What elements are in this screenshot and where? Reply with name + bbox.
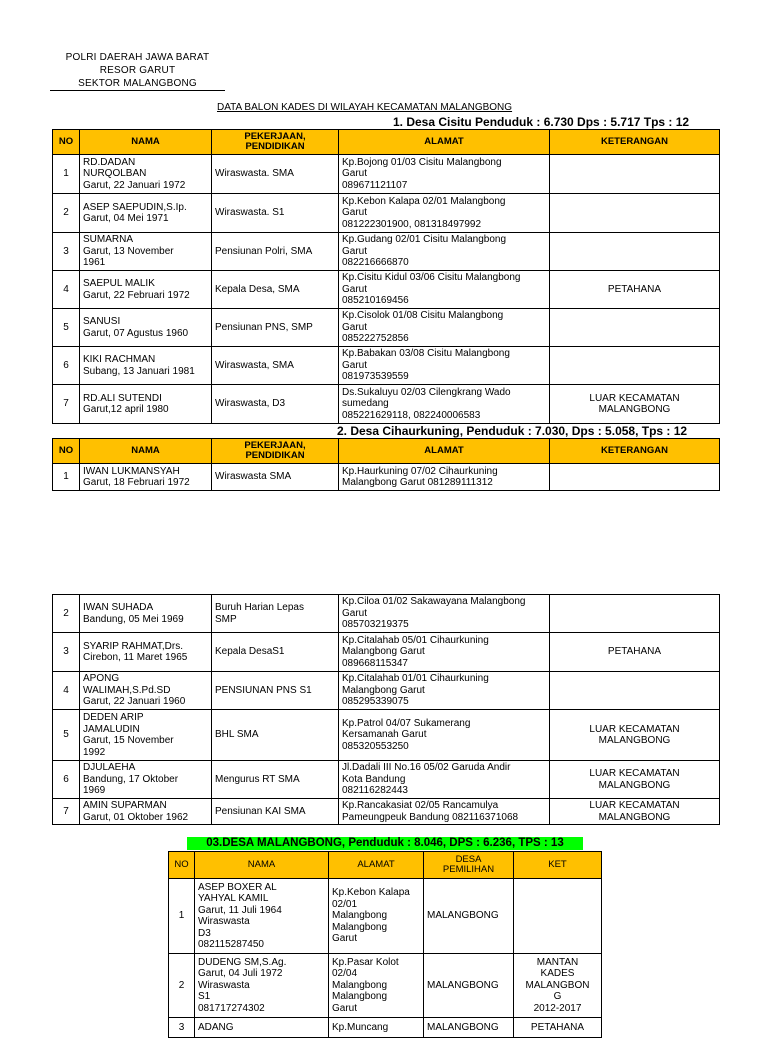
cell-desa-pemilihan: MALANGBONG [424, 879, 514, 954]
table-row [53, 347, 720, 385]
cell-keterangan: LUAR KECAMATAN MALANGBONG [550, 385, 720, 424]
cell-ket: MANTAN KADES MALANGBON G 2012-2017 [514, 954, 602, 1018]
table-row [53, 761, 720, 799]
col-header-alamat: ALAMAT [329, 852, 424, 879]
cell-alamat: Kp.Kebon Kalapa 02/01 Malangbong Garut 081222301900, 081318497992 [339, 194, 550, 233]
cell-alamat: Kp.Rancakasiat 02/05 Rancamulya Pameungpeuk Bandung 082116371068 [339, 799, 550, 825]
cell-keterangan [550, 309, 720, 347]
cell-no: 3 [53, 633, 80, 672]
cell-keterangan: LUAR KECAMATAN MALANGBONG [550, 761, 720, 799]
table-row [53, 799, 720, 825]
table-row [53, 155, 720, 194]
cell-alamat: Kp.Cisitu Kidul 03/06 Cisitu Malangbong Garut 085210169456 [339, 271, 550, 309]
cell-desa-pemilihan: MALANGBONG [424, 954, 514, 1018]
cell-alamat: Ds.Sukaluyu 02/03 Cilengkrang Wado sumedang 085221629118, 082240006583 [339, 385, 550, 424]
cell-nama: AMIN SUPARMAN Garut, 01 Oktober 1962 [80, 799, 212, 825]
section3-table [168, 851, 602, 1038]
cell-keterangan [550, 155, 720, 194]
cell-nama: ASEP BOXER AL YAHYAL KAMIL Garut, 11 Juli 1964 Wiraswasta D3 082115287450 [195, 879, 329, 954]
cell-alamat: Kp.Muncang [329, 1018, 424, 1038]
cell-no: 3 [169, 1018, 195, 1038]
cell-alamat: Kp.Haurkuning 07/02 Cihaurkuning Malangbong Garut 081289111312 [339, 464, 550, 491]
table-row [53, 233, 720, 271]
cell-pekerjaan: BHL SMA [212, 710, 339, 761]
cell-nama: SUMARNA Garut, 13 November 1961 [80, 233, 212, 271]
col-header-pekerjaan: PEKERJAAN, PENDIDIKAN [212, 439, 339, 464]
table-row [53, 464, 720, 491]
cell-keterangan: LUAR KECAMATAN MALANGBONG [550, 710, 720, 761]
cell-no: 5 [53, 710, 80, 761]
col-header-desa-pemilihan: DESA PEMILIHAN [424, 852, 514, 879]
cell-pekerjaan: Wiraswasta, D3 [212, 385, 339, 424]
cell-alamat: Kp.Ciloa 01/02 Sakawayana Malangbong Garut 085703219375 [339, 595, 550, 633]
section1-header-row [53, 130, 720, 155]
cell-no: 1 [169, 879, 195, 954]
cell-alamat: Kp.Citalahab 05/01 Cihaurkuning Malangbong Garut 089668115347 [339, 633, 550, 672]
section1-table [52, 129, 720, 424]
cell-no: 1 [53, 155, 80, 194]
cell-pekerjaan: Pensiunan Polri, SMA [212, 233, 339, 271]
col-header-nama: NAMA [80, 439, 212, 464]
cell-pekerjaan: Pensiunan KAI SMA [212, 799, 339, 825]
cell-keterangan: PETAHANA [550, 271, 720, 309]
letterhead-line-3: SEKTOR MALANGBONG [78, 78, 197, 89]
section2-title: 2. Desa Cihaurkuning, Penduduk : 7.030, Dps : 5.058, Tps : 12 [337, 424, 688, 438]
cell-nama: APONG WALIMAH,S.Pd.SD Garut, 22 Januari 1960 [80, 672, 212, 710]
cell-nama: DEDEN ARIP JAMALUDIN Garut, 15 November 1992 [80, 710, 212, 761]
cell-pekerjaan: Pensiunan PNS, SMP [212, 309, 339, 347]
cell-pekerjaan: Wiraswasta SMA [212, 464, 339, 491]
cell-pekerjaan: Wiraswasta. S1 [212, 194, 339, 233]
table-row [53, 672, 720, 710]
cell-no: 2 [169, 954, 195, 1018]
col-header-ket: KET [514, 852, 602, 879]
table-row [169, 879, 602, 954]
cell-pekerjaan: Kepala DesaS1 [212, 633, 339, 672]
table-row [53, 309, 720, 347]
cell-keterangan [550, 194, 720, 233]
cell-ket: PETAHANA [514, 1018, 602, 1038]
cell-ket [514, 879, 602, 954]
cell-no: 5 [53, 309, 80, 347]
cell-no: 2 [53, 194, 80, 233]
cell-nama: KIKI RACHMAN Subang, 13 Januari 1981 [80, 347, 212, 385]
cell-nama: DUDENG SM,S.Ag. Garut, 04 Juli 1972 Wiraswasta S1 081717274302 [195, 954, 329, 1018]
cell-alamat: Kp.Citalahab 01/01 Cihaurkuning Malangbong Garut 085295339075 [339, 672, 550, 710]
table-row [53, 633, 720, 672]
section3-header-row [169, 852, 602, 879]
col-header-no: NO [53, 439, 80, 464]
cell-nama: IWAN LUKMANSYAH Garut, 18 Februari 1972 [80, 464, 212, 491]
cell-nama: RD.DADAN NURQOLBAN Garut, 22 Januari 1972 [80, 155, 212, 194]
cell-nama: DJULAEHA Bandung, 17 Oktober 1969 [80, 761, 212, 799]
cell-keterangan [550, 347, 720, 385]
cell-alamat: Kp.Pasar Kolot 02/04 Malangbong Malangbong Garut [329, 954, 424, 1018]
col-header-pekerjaan: PEKERJAAN, PENDIDIKAN [212, 130, 339, 155]
col-header-keterangan: KETERANGAN [550, 439, 720, 464]
cell-nama: RD.ALI SUTENDI Garut,12 april 1980 [80, 385, 212, 424]
cell-alamat: Kp.Kebon Kalapa 02/01 Malangbong Malangbong Garut [329, 879, 424, 954]
letterhead-underline [50, 90, 225, 91]
cell-desa-pemilihan: MALANGBONG [424, 1018, 514, 1038]
cell-no: 7 [53, 799, 80, 825]
cell-no: 4 [53, 672, 80, 710]
col-header-alamat: ALAMAT [339, 439, 550, 464]
section1-title: 1. Desa Cisitu Penduduk : 6.730 Dps : 5.717 Tps : 12 [393, 115, 690, 129]
cell-keterangan [550, 672, 720, 710]
section2-table-top [52, 438, 720, 491]
cell-no: 6 [53, 347, 80, 385]
cell-keterangan [550, 233, 720, 271]
cell-pekerjaan: Buruh Harian Lepas SMP [212, 595, 339, 633]
cell-no: 3 [53, 233, 80, 271]
section3-title: 03.DESA MALANGBONG, Penduduk : 8.046, DPS : 6.236, TPS : 13 [187, 837, 583, 850]
col-header-keterangan: KETERANGAN [550, 130, 720, 155]
cell-no: 7 [53, 385, 80, 424]
table-row [53, 710, 720, 761]
cell-alamat: Kp.Gudang 02/01 Cisitu Malangbong Garut 082216666870 [339, 233, 550, 271]
col-header-no: NO [169, 852, 195, 879]
table-row [53, 385, 720, 424]
letterhead-line-1: POLRI DAERAH JAWA BARAT [65, 52, 210, 63]
cell-nama: IWAN SUHADA Bandung, 05 Mei 1969 [80, 595, 212, 633]
cell-nama: ASEP SAEPUDIN,S.Ip. Garut, 04 Mei 1971 [80, 194, 212, 233]
letterhead [50, 52, 225, 90]
cell-pekerjaan: Wiraswasta. SMA [212, 155, 339, 194]
cell-alamat: Kp.Cisolok 01/08 Cisitu Malangbong Garut 085222752856 [339, 309, 550, 347]
table-row [169, 1018, 602, 1038]
cell-no: 2 [53, 595, 80, 633]
cell-pekerjaan: Kepala Desa, SMA [212, 271, 339, 309]
cell-keterangan: LUAR KECAMATAN MALANGBONG [550, 799, 720, 825]
section2-header-row [53, 439, 720, 464]
col-header-nama: NAMA [80, 130, 212, 155]
cell-pekerjaan: Wiraswasta, SMA [212, 347, 339, 385]
cell-keterangan [550, 464, 720, 491]
cell-alamat: Kp.Patrol 04/07 Sukamerang Kersamanah Garut 085320553250 [339, 710, 550, 761]
table-row [53, 595, 720, 633]
col-header-alamat: ALAMAT [339, 130, 550, 155]
cell-no: 6 [53, 761, 80, 799]
section2-table-continued [52, 594, 720, 825]
cell-pekerjaan: PENSIUNAN PNS S1 [212, 672, 339, 710]
table-row [53, 194, 720, 233]
letterhead-line-2: RESOR GARUT [99, 65, 176, 76]
cell-keterangan: PETAHANA [550, 633, 720, 672]
table-row [169, 954, 602, 1018]
cell-nama: SYARIP RAHMAT,Drs. Cirebon, 11 Maret 1965 [80, 633, 212, 672]
cell-no: 4 [53, 271, 80, 309]
col-header-nama: NAMA [195, 852, 329, 879]
cell-no: 1 [53, 464, 80, 491]
cell-pekerjaan: Mengurus RT SMA [212, 761, 339, 799]
cell-alamat: Kp.Babakan 03/08 Cisitu Malangbong Garut 081973539559 [339, 347, 550, 385]
cell-nama: ADANG [195, 1018, 329, 1038]
cell-alamat: Jl.Dadali III No.16 05/02 Garuda Andir Kota Bandung 082116282443 [339, 761, 550, 799]
cell-alamat: Kp.Bojong 01/03 Cisitu Malangbong Garut 089671121107 [339, 155, 550, 194]
cell-keterangan [550, 595, 720, 633]
table-row [53, 271, 720, 309]
document-subtitle: DATA BALON KADES DI WILAYAH KECAMATAN MALANGBONG [217, 102, 513, 113]
col-header-no: NO [53, 130, 80, 155]
cell-nama: SANUSI Garut, 07 Agustus 1960 [80, 309, 212, 347]
cell-nama: SAEPUL MALIK Garut, 22 Februari 1972 [80, 271, 212, 309]
